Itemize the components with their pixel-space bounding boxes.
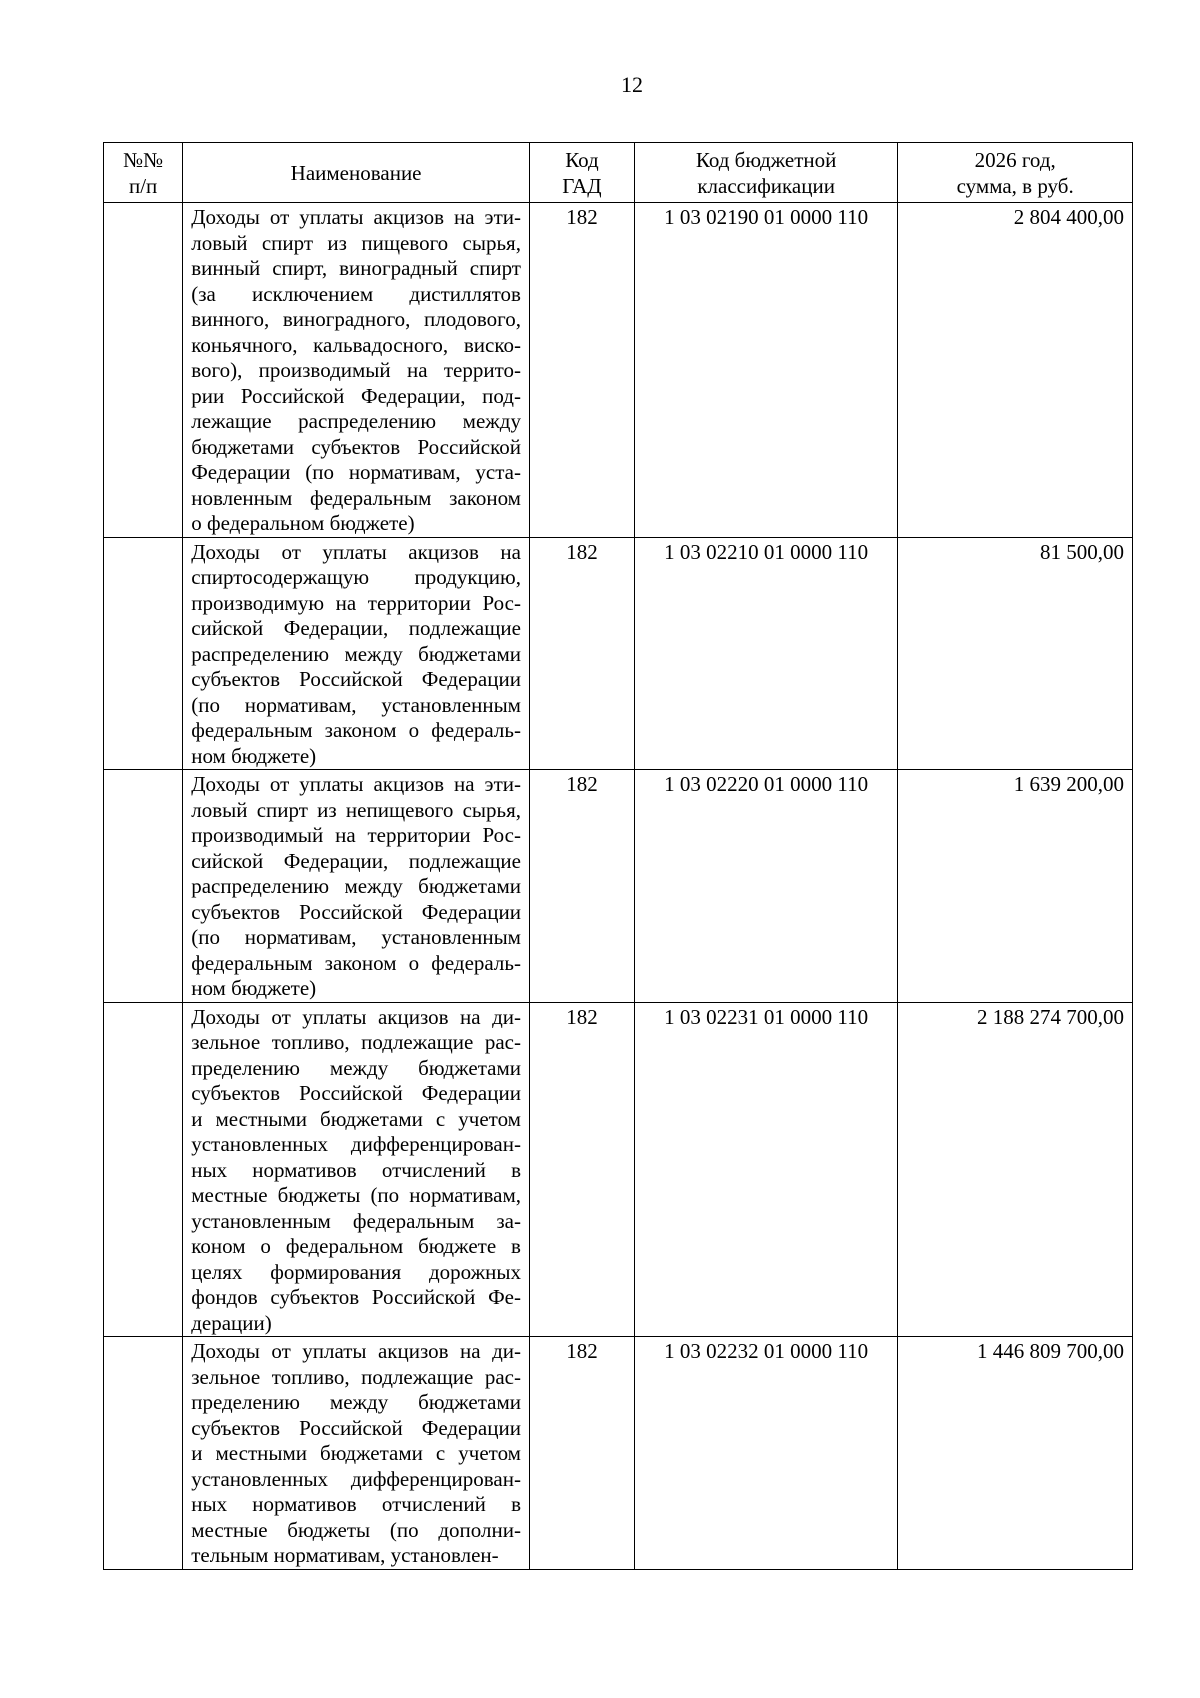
revenue-name-line: Федерации (по нормативам, уста- (191, 460, 521, 484)
budget-classification-code-cell: 1 03 02231 01 0000 110 (634, 1002, 897, 1337)
table-header-row (104, 143, 1133, 203)
revenue-name-line: установленных дифференцирован- (191, 1466, 521, 1491)
revenue-name-line: зельное топливо, подлежащие рас- (191, 1030, 521, 1054)
gad-code-cell: 182 (529, 1002, 634, 1337)
revenue-name-line: пределению между бюджетами (191, 1390, 521, 1414)
revenue-name-line: установленных дифференцирован- (191, 1132, 521, 1156)
row-number-cell (104, 1002, 183, 1337)
amount-cell: 1 639 200,00 (898, 770, 1133, 1003)
row-number-cell (104, 537, 183, 770)
revenue-name-line: Доходы от уплаты акцизов на эти- (191, 772, 521, 796)
header-num: №№ п/п (104, 143, 183, 203)
revenue-name-line: вого), производимый на террито- (191, 358, 521, 382)
page-number: 12 (621, 72, 643, 97)
revenue-name-line: субъектов Российской Федерации (191, 1081, 521, 1105)
header-gad: Код ГАД (529, 143, 634, 203)
revenue-name-line: сийской Федерации, подлежащие (191, 616, 521, 640)
revenue-name-line: тельным нормативам, установлен- (191, 1543, 499, 1567)
revenue-name-line: субъектов Российской Федерации (191, 667, 521, 691)
revenue-name-line: распределению между бюджетами (191, 641, 521, 666)
revenue-name-line: субъектов Российской Федерации (191, 1415, 521, 1440)
revenue-name-line: целях формирования дорожных (191, 1259, 521, 1284)
revenue-name-line: ных нормативов отчислений в (191, 1492, 521, 1516)
header-amount: 2026 год, сумма, в руб. (898, 143, 1133, 203)
gad-code-cell: 182 (529, 537, 634, 770)
revenue-name-line: винный спирт, виноградный спирт (191, 256, 521, 280)
revenue-name-line: Доходы от уплаты акцизов на (191, 539, 521, 564)
revenue-name-line: ном бюджете) (191, 976, 317, 1000)
gad-code-cell: 182 (529, 1337, 634, 1570)
budget-classification-code-cell: 1 03 02210 01 0000 110 (634, 537, 897, 770)
revenue-name-line: новленным федеральным законом (191, 485, 521, 510)
revenue-name-cell (183, 770, 530, 1003)
revenue-name-line: о федеральном бюджете) (191, 511, 415, 535)
revenue-name-cell (183, 537, 530, 770)
revenue-name-line: пределению между бюджетами (191, 1055, 521, 1080)
budget-revenue-table (103, 142, 1133, 1570)
revenue-name-line: сийской Федерации, подлежащие (191, 848, 521, 873)
revenue-name-cell (183, 203, 530, 538)
header-name: Наименование (183, 143, 530, 203)
table-row (104, 1337, 1133, 1570)
amount-cell: 2 804 400,00 (898, 203, 1133, 538)
revenue-name-line: ном бюджете) (191, 743, 317, 768)
revenue-name-line: и местными бюджетами с учетом (191, 1106, 521, 1131)
revenue-name-line: винного, виноградного, плодового, (191, 307, 521, 331)
revenue-name-line: Доходы от уплаты акцизов на эти- (191, 205, 521, 229)
row-number-cell (104, 1337, 183, 1570)
revenue-name-cell (183, 1337, 530, 1570)
revenue-name-line: местные бюджеты (по дополни- (191, 1517, 521, 1542)
revenue-name-line: распределению между бюджетами (191, 874, 521, 898)
amount-cell: 2 188 274 700,00 (898, 1002, 1133, 1337)
amount-cell: 81 500,00 (898, 537, 1133, 770)
revenue-name-line: (по нормативам, установленным (191, 925, 521, 949)
table-row (104, 203, 1133, 538)
revenue-name-line: зельное топливо, подлежащие рас- (191, 1364, 521, 1389)
revenue-name-line: производимый на территории Рос- (191, 823, 521, 847)
table-row (104, 537, 1133, 770)
row-number-cell (104, 203, 183, 538)
revenue-name-cell (183, 1002, 530, 1337)
revenue-name-line: субъектов Российской Федерации (191, 899, 521, 924)
revenue-name-line: федеральным законом о федераль- (191, 718, 521, 742)
budget-classification-code-cell: 1 03 02232 01 0000 110 (634, 1337, 897, 1570)
revenue-name-line: местные бюджеты (по нормативам, (191, 1183, 521, 1207)
budget-classification-code-cell: 1 03 02190 01 0000 110 (634, 203, 897, 538)
revenue-name-line: ловый спирт из пищевого сырья, (191, 230, 521, 255)
revenue-name-line: Доходы от уплаты акцизов на ди- (191, 1004, 521, 1029)
revenue-name-line: федеральным законом о федераль- (191, 950, 521, 975)
revenue-name-line: лежащие распределению между (191, 409, 521, 433)
revenue-name-line: коном о федеральном бюджете в (191, 1234, 521, 1258)
revenue-name-line: и местными бюджетами с учетом (191, 1441, 521, 1465)
revenue-name-line: установленным федеральным за- (191, 1208, 521, 1233)
row-number-cell (104, 770, 183, 1003)
header-kbk: Код бюджетной классификации (634, 143, 897, 203)
budget-classification-code-cell: 1 03 02220 01 0000 110 (634, 770, 897, 1003)
revenue-name-line: дерации) (191, 1310, 272, 1335)
revenue-name-line: бюджетами субъектов Российской (191, 434, 521, 459)
table-row (104, 1002, 1133, 1337)
revenue-name-line: фондов субъектов Российской Фе- (191, 1285, 521, 1309)
table-row (104, 770, 1133, 1003)
revenue-name-line: (по нормативам, установленным (191, 692, 521, 717)
revenue-name-line: рии Российской Федерации, под- (191, 383, 521, 408)
gad-code-cell: 182 (529, 203, 634, 538)
gad-code-cell: 182 (529, 770, 634, 1003)
revenue-name-line: (за исключением дистиллятов (191, 281, 521, 306)
amount-cell: 1 446 809 700,00 (898, 1337, 1133, 1570)
revenue-name-line: спиртосодержащую продукцию, (191, 565, 521, 589)
revenue-name-line: ловый спирт из непищевого сырья, (191, 797, 521, 822)
revenue-name-line: производимую на территории Рос- (191, 590, 521, 615)
revenue-name-line: Доходы от уплаты акцизов на ди- (191, 1339, 521, 1363)
revenue-name-line: ных нормативов отчислений в (191, 1157, 521, 1182)
revenue-name-line: коньячного, кальвадосного, виско- (191, 332, 521, 357)
